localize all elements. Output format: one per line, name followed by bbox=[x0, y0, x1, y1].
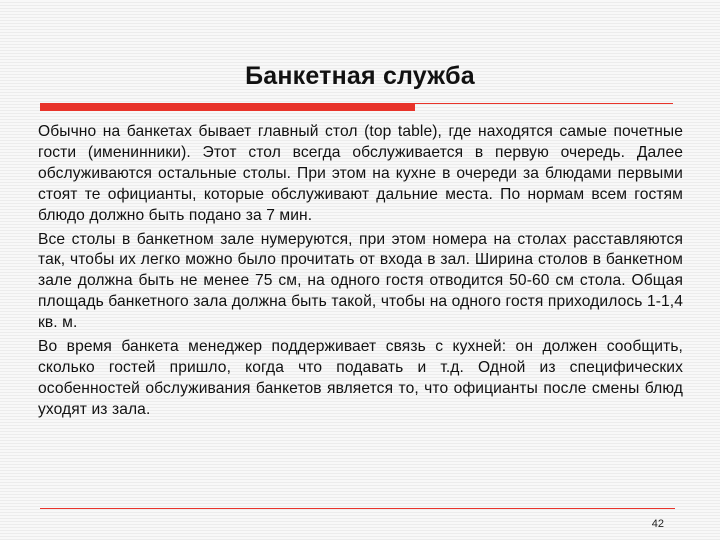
paragraph-table-layout: Все столы в банкетном зале нумеруются, при этом номера на столах расставляются так, чтобы их легко можно было прочитать от входа в зал. Ширина столов в банкетном зале должна быть не менее 75 см, на одного гостя отводится 50-60 см стола. Общая площадь банкетного зала должна быть такой, чтобы на одного гостя приходилось 1-1,4 кв. м. bbox=[38, 230, 683, 332]
footer-divider bbox=[40, 508, 675, 509]
title-underline-line bbox=[415, 103, 673, 104]
slide-title: Банкетная служба bbox=[245, 62, 475, 90]
title-underline-accent bbox=[40, 103, 415, 111]
slide-body bbox=[38, 122, 683, 421]
page-number: 42 bbox=[651, 518, 664, 530]
paragraph-main-table: Обычно на банкетах бывает главный стол (top table), где находятся самые почетные гости (именинники). Этот стол всегда обслуживается в первую очередь. Далее обслуживаются остальные столы. При этом на кухне в очереди за блюдами первыми стоят те официанты, которые обслуживают дальние места. По нормам всем гостям блюдо должно быть подано за 7 мин. bbox=[38, 123, 683, 224]
paragraph-manager-duties: Во время банкета менеджер поддерживает связь с кухней: он должен сообщить, сколько гостей пришло, когда что подавать и т.д. Одной из специфических особенностей обслуживания банкетов является то, что официанты после смены блюд уходят из зала. bbox=[38, 338, 683, 418]
